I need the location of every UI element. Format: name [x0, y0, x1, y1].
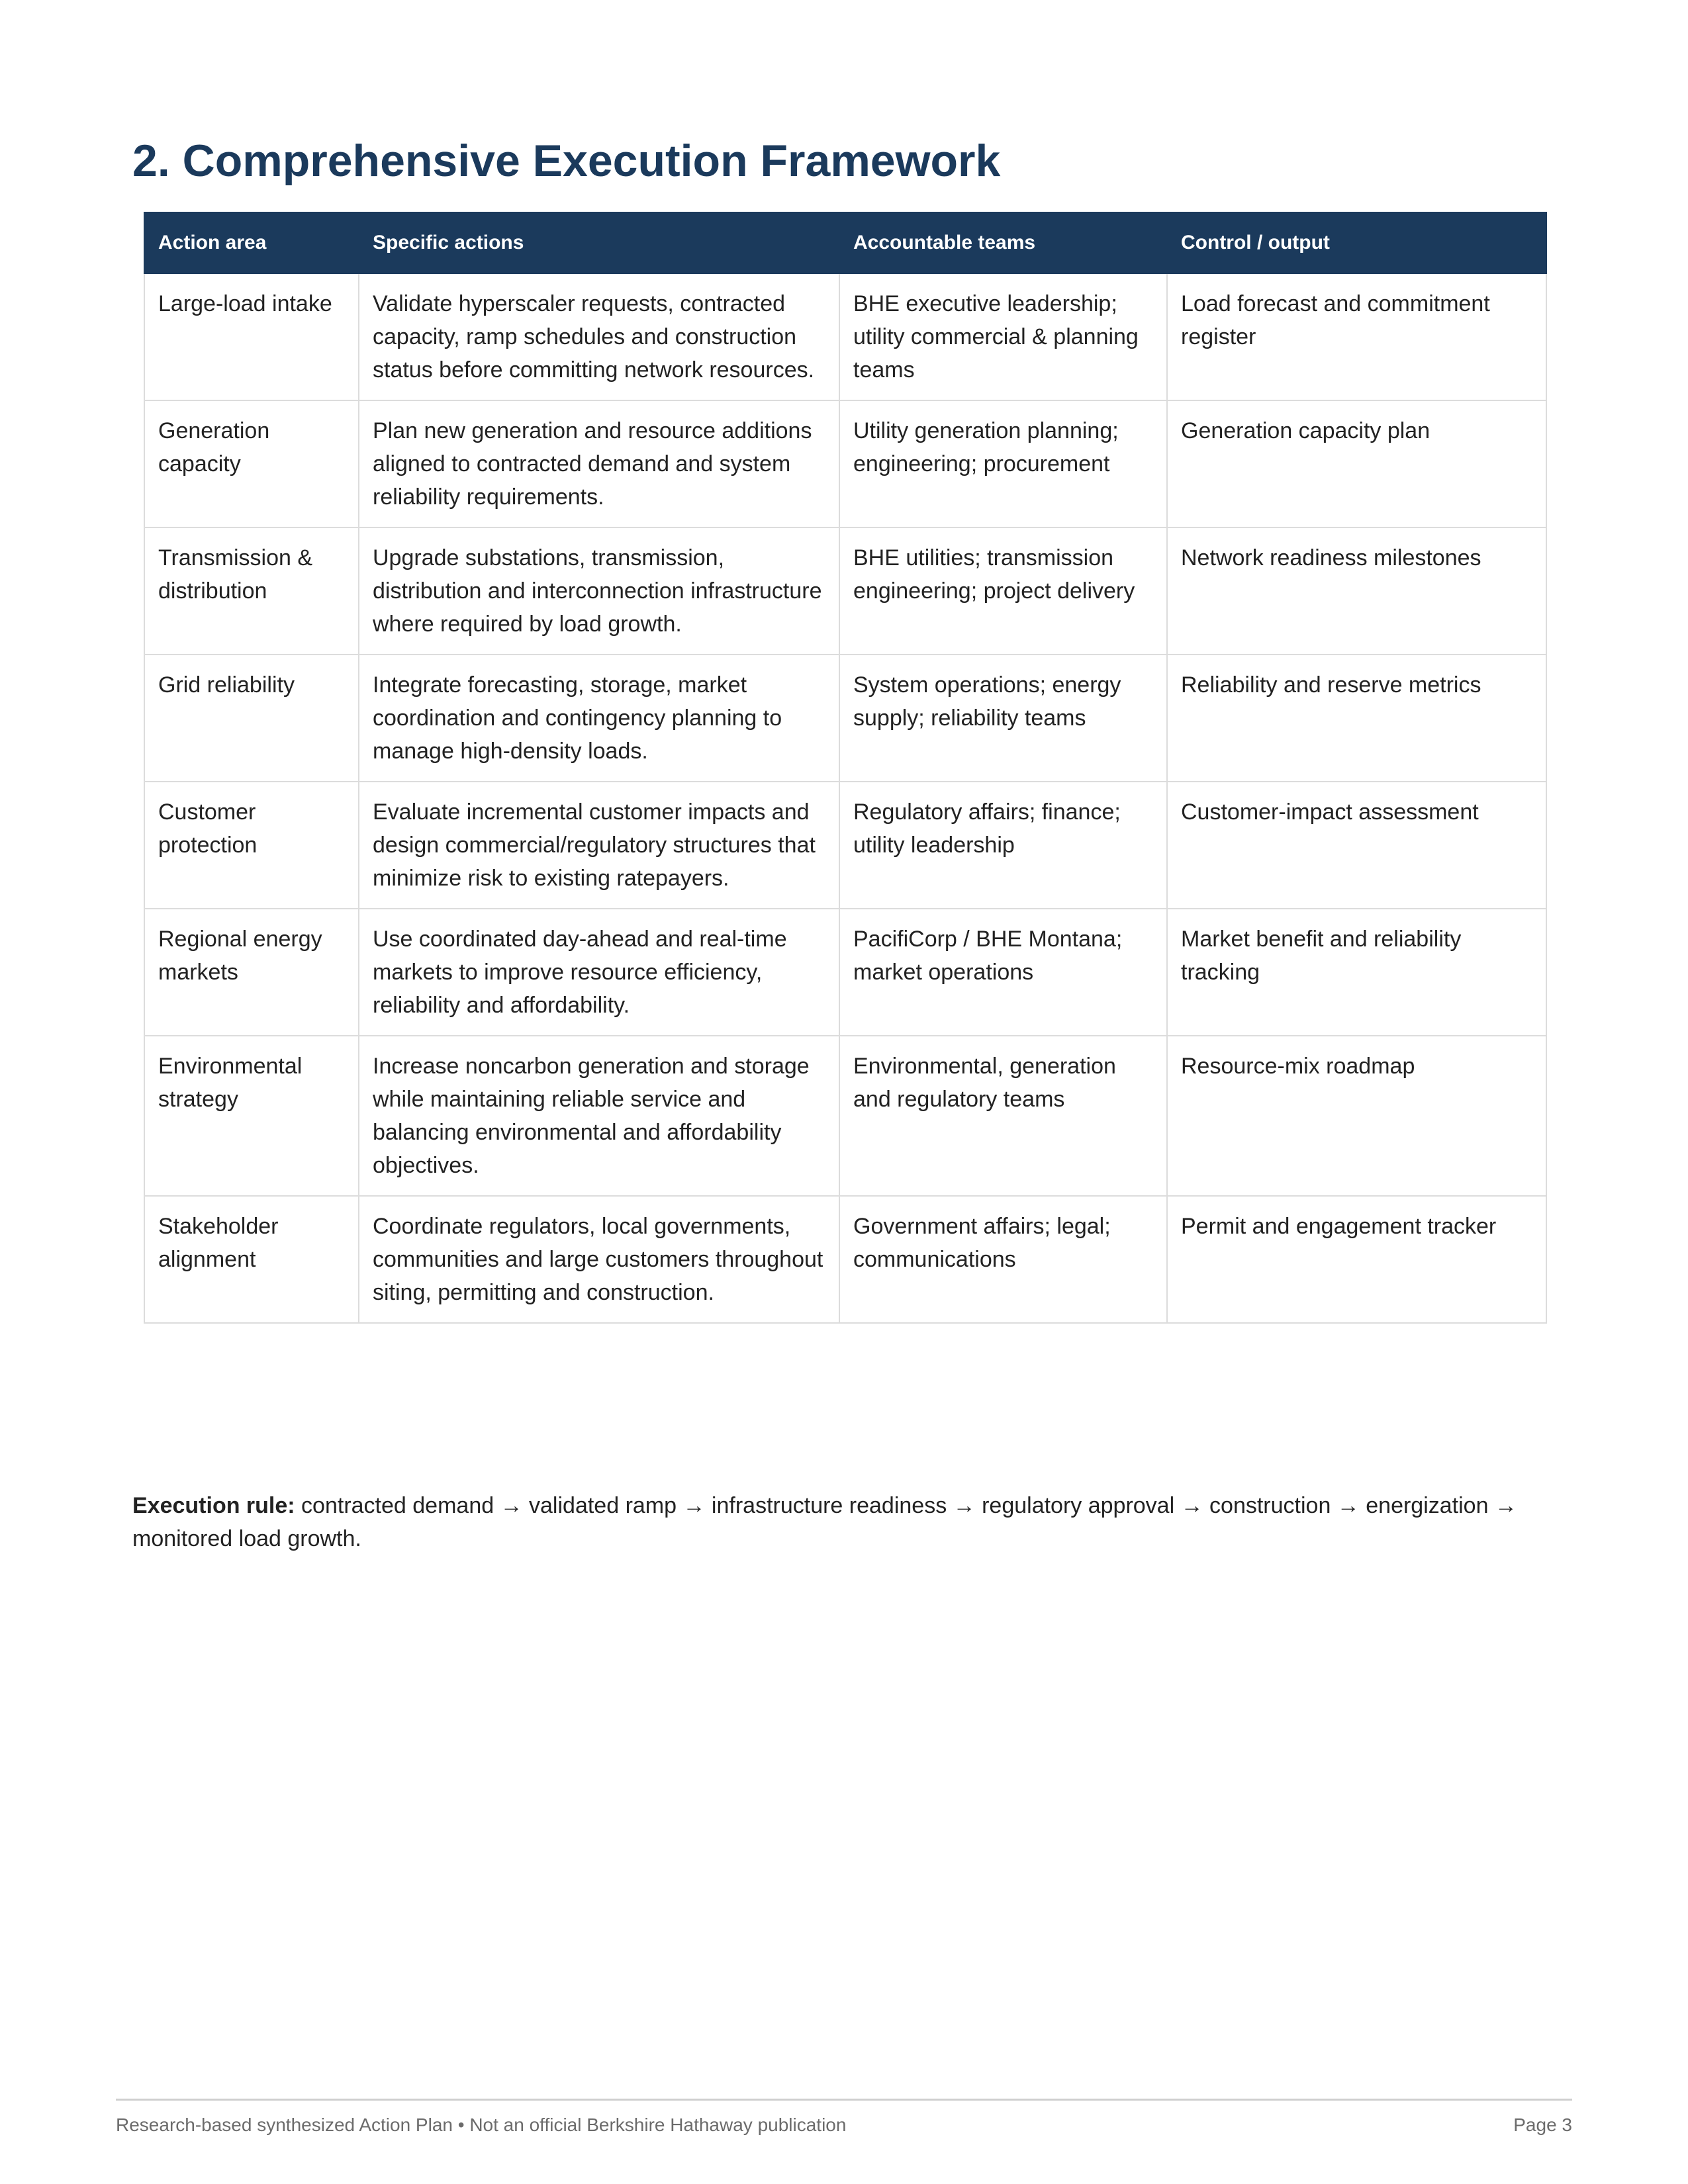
table-row	[144, 527, 1546, 655]
cell-action-area: Customer protection	[144, 782, 359, 909]
cell-specific-actions: Evaluate incremental customer impacts and design commercial/regulatory structures that minimize risk to existing ratepayers.	[359, 782, 839, 909]
cell-control-output: Customer-impact assessment	[1167, 782, 1546, 909]
table-row	[144, 909, 1546, 1036]
footer-divider	[116, 2099, 1572, 2101]
cell-control-output: Generation capacity plan	[1167, 400, 1546, 527]
cell-specific-actions: Validate hyperscaler requests, contracted capacity, ramp schedules and construction status before committing network resources.	[359, 273, 839, 400]
cell-accountable-teams: BHE utilities; transmission engineering; project delivery	[839, 527, 1167, 655]
cell-accountable-teams: PacifiCorp / BHE Montana; market operations	[839, 909, 1167, 1036]
column-header-control-output: Control / output	[1167, 212, 1546, 273]
cell-action-area: Stakeholder alignment	[144, 1196, 359, 1323]
cell-control-output: Permit and engagement tracker	[1167, 1196, 1546, 1323]
cell-accountable-teams: Utility generation planning; engineering; procurement	[839, 400, 1167, 527]
execution-rule-label: Execution rule:	[132, 1493, 295, 1518]
table-row	[144, 1036, 1546, 1196]
page-number: Page 3	[1513, 2115, 1572, 2135]
table-row	[144, 400, 1546, 527]
table-row	[144, 782, 1546, 909]
cell-specific-actions: Upgrade substations, transmission, distribution and interconnection infrastructure where required by load growth.	[359, 527, 839, 655]
cell-specific-actions: Increase noncarbon generation and storage while maintaining reliable service and balancing environmental and affordability objectives.	[359, 1036, 839, 1196]
table-row	[144, 1196, 1546, 1323]
column-header-action-area: Action area	[144, 212, 359, 273]
execution-rule-text: contracted demand → validated ramp → infrastructure readiness → regulatory approval → construction → energization → monitored load growth.	[132, 1493, 1517, 1551]
cell-accountable-teams: BHE executive leadership; utility commercial & planning teams	[839, 273, 1167, 400]
column-header-accountable-teams: Accountable teams	[839, 212, 1167, 273]
table-header-row	[144, 212, 1546, 273]
cell-accountable-teams: Environmental, generation and regulatory teams	[839, 1036, 1167, 1196]
cell-action-area: Transmission & distribution	[144, 527, 359, 655]
cell-control-output: Network readiness milestones	[1167, 527, 1546, 655]
cell-specific-actions: Use coordinated day-ahead and real-time markets to improve resource efficiency, reliability and affordability.	[359, 909, 839, 1036]
cell-specific-actions: Plan new generation and resource additions aligned to contracted demand and system reliability requirements.	[359, 400, 839, 527]
execution-framework-table	[144, 212, 1547, 1324]
cell-action-area: Regional energy markets	[144, 909, 359, 1036]
cell-accountable-teams: System operations; energy supply; reliability teams	[839, 655, 1167, 782]
column-header-specific-actions: Specific actions	[359, 212, 839, 273]
cell-control-output: Resource-mix roadmap	[1167, 1036, 1546, 1196]
cell-control-output: Reliability and reserve metrics	[1167, 655, 1546, 782]
cell-action-area: Environmental strategy	[144, 1036, 359, 1196]
footer-disclaimer: Research-based synthesized Action Plan • Not an official Berkshire Hathaway publication	[116, 2115, 847, 2135]
cell-control-output: Market benefit and reliability tracking	[1167, 909, 1546, 1036]
cell-action-area: Grid reliability	[144, 655, 359, 782]
page-title: 2. Comprehensive Execution Framework	[132, 136, 1001, 186]
table-row	[144, 273, 1546, 400]
cell-accountable-teams: Regulatory affairs; finance; utility leadership	[839, 782, 1167, 909]
cell-accountable-teams: Government affairs; legal; communications	[839, 1196, 1167, 1323]
cell-control-output: Load forecast and commitment register	[1167, 273, 1546, 400]
cell-action-area: Generation capacity	[144, 400, 359, 527]
execution-rule	[132, 1489, 1549, 1555]
cell-specific-actions: Integrate forecasting, storage, market coordination and contingency planning to manage high-density loads.	[359, 655, 839, 782]
cell-action-area: Large-load intake	[144, 273, 359, 400]
table-row	[144, 655, 1546, 782]
cell-specific-actions: Coordinate regulators, local governments, communities and large customers throughout siting, permitting and construction.	[359, 1196, 839, 1323]
